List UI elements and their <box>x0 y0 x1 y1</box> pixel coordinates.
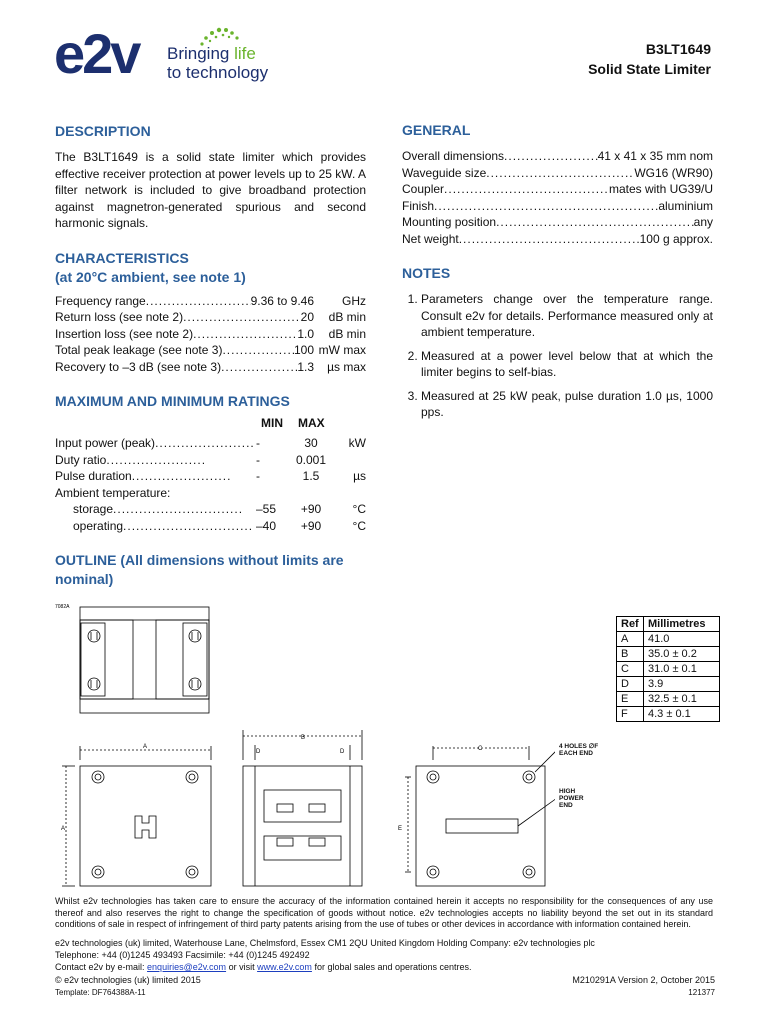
rating-row <box>55 501 366 518</box>
dimension-row <box>617 692 720 707</box>
rating-min: –40 <box>256 518 277 533</box>
dim-label-d-left: D <box>256 749 261 755</box>
side-view-outline <box>243 766 362 886</box>
rating-label: Ambient temperature: <box>55 485 171 500</box>
high-power-callout: HIGH POWER END <box>559 788 584 809</box>
characteristics-heading: CHARACTERISTICS (at 20°C ambient, see note 1) <box>55 249 246 285</box>
website-link[interactable]: www.e2v.com <box>257 962 312 972</box>
leader-dots <box>123 518 253 535</box>
left-column <box>55 122 366 589</box>
leader-dots <box>132 468 232 485</box>
leader-dots <box>106 452 206 469</box>
dimension-row <box>617 647 720 662</box>
description-text: The B3LT1649 is a solid state limiter which provides effective receiver protection at power levels up to 25 kW. A filter network is included to give broadband protection against magnetron-generated spurious and second harmonic signals. <box>55 150 366 230</box>
leader-dots <box>113 501 243 518</box>
characteristic-value: 9.36 to 9.46 <box>250 293 314 308</box>
rating-label: operating <box>73 518 124 533</box>
rating-row <box>55 518 366 535</box>
leader-dots <box>486 165 634 182</box>
dim-label-b: B <box>301 735 306 741</box>
rating-label: storage <box>73 502 114 516</box>
rating-label: Input power (peak) <box>55 436 156 450</box>
characteristic-row <box>55 293 366 310</box>
dimension-value: 35.0 ± 0.2 <box>644 647 720 662</box>
characteristic-row <box>55 342 366 359</box>
general-row <box>402 231 713 248</box>
characteristic-label: Total peak leakage (see note 3) <box>55 343 223 357</box>
leader-dots <box>155 435 255 452</box>
ratings-heading: MAXIMUM AND MINIMUM RATINGS <box>55 393 290 409</box>
email-link[interactable]: enquiries@e2v.com <box>147 962 227 972</box>
dimension-row <box>617 677 720 692</box>
dim-label-e: E <box>398 826 403 832</box>
general-row <box>402 165 713 182</box>
dimension-value: 31.0 ± 0.1 <box>644 662 720 677</box>
footer-phone: Telephone: +44 (0)1245 493493 Facsimile: +44 (0)1245 492492 <box>55 950 310 960</box>
dimension-ref: D <box>617 677 644 692</box>
note-item: 3. Measured at 25 kW peak, pulse duration 1.0 µs, 1000 pps. <box>421 388 713 421</box>
general-label: Coupler <box>402 182 445 196</box>
rating-row <box>55 468 366 485</box>
rating-unit: µs <box>353 469 366 483</box>
disclaimer: Whilst e2v technologies has taken care to ensure the accuracy of the information contained herein it accepts no responsibility for the consequences of any use thereof and also reserves the right to change the specification of goods without notice. e2v technologies accepts no liability beyond the set out in its standard conditions of sale in respect of infringement of third party patents arising from the use of tubes or other devices in accordance with information contained herein. <box>55 896 713 929</box>
dimension-row <box>617 707 720 722</box>
characteristic-value: 1.0 <box>297 326 314 341</box>
general-list <box>402 148 713 247</box>
outline-heading: OUTLINE (All dimensions without limits are nominal) <box>55 552 344 587</box>
leader-dots <box>496 214 694 231</box>
dim-label-d-right: D <box>340 749 345 755</box>
drawing-id: 7082A <box>55 604 70 610</box>
general-row <box>402 198 713 215</box>
rating-row <box>55 452 366 469</box>
characteristic-unit: GHz <box>342 293 366 308</box>
rating-max: +90 <box>300 502 322 516</box>
footer-contact: Contact e2v by e-mail: enquiries@e2v.com or visit www.e2v.com for global sales and operations centres. <box>55 962 472 972</box>
general-label: Mounting position <box>402 215 497 229</box>
leader-dots <box>504 148 598 165</box>
characteristic-unit: dB min <box>328 326 366 341</box>
footer <box>55 937 715 999</box>
front-view-outline <box>80 766 211 886</box>
rating-row <box>55 485 366 502</box>
leader-dots <box>222 342 294 359</box>
leader-dots <box>221 359 297 376</box>
waveguide-opening-icon <box>135 816 156 838</box>
note-item: 1. Parameters change over the temperature range. Consult e2v for details. Performance measured only at ambient temperature. <box>421 291 713 341</box>
footer-copyright: © e2v technologies (uk) limited 2015 <box>55 975 201 985</box>
part-number: B3LT1649 <box>645 41 711 57</box>
dim-label-c: C <box>478 746 483 752</box>
general-row <box>402 214 713 231</box>
characteristic-row <box>55 359 366 376</box>
rating-label: Duty ratio <box>55 452 107 467</box>
characteristic-label: Insertion loss (see note 2) <box>55 326 194 341</box>
general-value: 100 g approx. <box>639 231 713 246</box>
e2v-logo: e2v <box>54 22 139 85</box>
dimension-value: 3.9 <box>644 677 720 692</box>
rating-min: - <box>256 452 260 467</box>
general-heading: GENERAL <box>402 122 471 138</box>
outline-drawing <box>55 600 555 890</box>
general-label: Net weight <box>402 231 459 246</box>
rating-unit: °C <box>352 502 366 516</box>
rating-min: - <box>256 436 260 450</box>
footer-version: M210291A Version 2, October 2015 <box>572 975 715 985</box>
dimension-value: 41.0 <box>644 632 720 647</box>
leader-dots <box>193 326 297 343</box>
dimension-row <box>617 632 720 647</box>
rating-max: +90 <box>300 518 322 533</box>
rating-max: 0.001 <box>295 452 327 467</box>
product-name: Solid State Limiter <box>588 61 711 77</box>
general-value: 41 x 41 x 35 mm nom <box>597 149 713 163</box>
dim-label-a-side: A <box>61 826 66 832</box>
rating-max: 30 <box>304 436 318 450</box>
leader-dots <box>183 309 301 326</box>
leader-dots <box>146 293 251 310</box>
characteristic-label: Frequency range <box>55 293 146 308</box>
top-view-flange-left <box>80 620 133 699</box>
dimension-ref: C <box>617 662 644 677</box>
high-power-end-port <box>446 819 518 833</box>
rating-min: –55 <box>256 502 277 516</box>
general-label: Overall dimensions <box>402 149 505 163</box>
logo-tagline: Bringing life to technology <box>167 44 269 82</box>
characteristic-row <box>55 326 366 343</box>
end-view-outline <box>416 766 545 886</box>
document-title <box>588 39 711 79</box>
characteristic-unit: dB min <box>328 310 366 324</box>
dimension-table-header-ref: Ref <box>617 617 644 632</box>
characteristic-unit: mW max <box>318 343 366 357</box>
characteristic-row <box>55 309 366 326</box>
characteristic-unit: µs max <box>327 359 366 374</box>
footer-code: 121377 <box>688 988 715 997</box>
characteristic-value: 100 <box>293 343 314 357</box>
dimension-ref: A <box>617 632 644 647</box>
holes-callout: 4 HOLES ∅F EACH END <box>559 743 599 757</box>
rating-unit: °C <box>352 518 366 533</box>
footer-template: Template: DF764388A-11 <box>55 988 146 997</box>
rating-max: 1.5 <box>302 469 320 483</box>
footer-address: e2v technologies (uk) limited, Waterhouse Lane, Chelmsford, Essex CM1 2QU United Kingdom Holding Company: e2v technologies plc <box>55 938 595 948</box>
leader-dots <box>444 181 609 198</box>
note-item: 2. Measured at a power level below that at which the limiter begins to self-bias. <box>421 348 713 381</box>
dimension-table-header-mm: Millimetres <box>644 617 720 632</box>
rating-label: Pulse duration <box>55 469 132 483</box>
characteristic-value: 1.3 <box>297 359 314 374</box>
leader-dots <box>434 198 658 215</box>
dimension-ref: B <box>617 647 644 662</box>
general-value: WG16 (WR90) <box>634 165 713 180</box>
dimension-ref: E <box>617 692 644 707</box>
description-heading: DESCRIPTION <box>55 123 151 139</box>
characteristic-label: Return loss (see note 2) <box>55 310 184 324</box>
general-row <box>402 181 713 198</box>
general-row <box>402 148 713 165</box>
general-value: any <box>693 215 713 229</box>
dimension-value: 4.3 ± 0.1 <box>644 707 720 722</box>
general-label: Finish <box>402 198 435 213</box>
dimension-row <box>617 662 720 677</box>
rating-row <box>55 435 366 452</box>
notes-list <box>402 291 713 421</box>
notes-heading: NOTES <box>402 265 451 281</box>
rating-min: - <box>256 469 260 483</box>
ratings-list <box>55 435 366 534</box>
right-column <box>402 121 713 428</box>
leader-dots <box>459 231 640 248</box>
ratings-column-headers: MIN MAX <box>261 416 325 430</box>
characteristic-value: 20 <box>300 310 314 324</box>
dimension-value: 32.5 ± 0.1 <box>644 692 720 707</box>
top-view-flange-right <box>156 620 209 699</box>
dimension-table <box>616 616 720 722</box>
general-label: Waveguide size <box>402 165 487 180</box>
rating-unit: kW <box>348 436 366 450</box>
characteristic-label: Recovery to –3 dB (see note 3) <box>55 359 222 374</box>
general-value: mates with UG39/U <box>608 182 713 196</box>
general-value: aluminium <box>658 198 713 213</box>
dim-label-a-top: A <box>143 744 148 750</box>
characteristics-list <box>55 293 366 376</box>
dimension-ref: F <box>617 707 644 722</box>
